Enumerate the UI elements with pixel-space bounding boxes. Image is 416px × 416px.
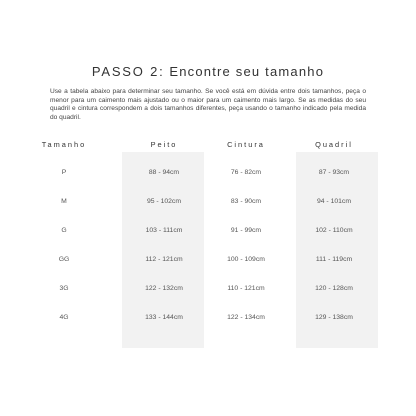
table-row (30, 218, 386, 247)
table-row (30, 276, 386, 305)
size-cell: P (61, 169, 67, 176)
size-cell: G (61, 227, 67, 234)
quadril-cell: 111 - 119cm (315, 256, 353, 263)
size-cell: M (61, 198, 67, 205)
quadril-cell: 94 - 101cm (316, 198, 351, 205)
peito-cell: 122 - 132cm (145, 285, 183, 292)
quadril-cell: 120 - 128cm (315, 285, 353, 292)
step-label: PASSO 2: (91, 64, 165, 79)
quadril-cell: 129 - 138cm (315, 314, 353, 321)
cintura-cell: 83 - 90cm (230, 198, 262, 205)
table-row (30, 189, 386, 218)
peito-cell: 112 - 121cm (145, 256, 183, 263)
size-table (30, 138, 386, 334)
cintura-cell: 91 - 99cm (230, 227, 262, 234)
cintura-cell: 76 - 82cm (230, 169, 262, 176)
quadril-cell: 102 - 110cm (315, 227, 353, 234)
size-cell: 3G (59, 285, 69, 292)
table-row (30, 305, 386, 334)
peito-cell: 95 - 102cm (146, 198, 181, 205)
header-cintura: Cintura (227, 140, 265, 149)
size-cell: GG (58, 256, 70, 263)
cintura-cell: 122 - 134cm (227, 314, 265, 321)
title-text: Encontre seu tamanho (169, 64, 325, 79)
header-tamanho: Tamanho (41, 140, 87, 149)
peito-cell: 88 - 94cm (148, 169, 180, 176)
page-title (0, 64, 416, 79)
peito-cell: 103 - 111cm (145, 227, 183, 234)
cintura-cell: 100 - 109cm (227, 256, 265, 263)
size-cell: 4G (59, 314, 69, 321)
table-row (30, 160, 386, 189)
header-peito: Peito (150, 140, 178, 149)
quadril-cell: 87 - 93cm (318, 169, 350, 176)
table-header (30, 138, 386, 160)
intro-paragraph: Use a tabela abaixo para determinar seu tamanho. Se você está em dúvida entre dois tamanhos, peça o menor para um caimento mais ajustado ou o maior para um caimento mais largo. Se as medidas do seu quadril e cintura correspondem a dois tamanhos diferentes, peça usando o tamanho indicado pela medida do quadril. (50, 88, 366, 121)
peito-cell: 133 - 144cm (145, 314, 183, 321)
cintura-cell: 110 - 121cm (227, 285, 265, 292)
table-row (30, 247, 386, 276)
header-quadril: Quadril (315, 140, 353, 149)
